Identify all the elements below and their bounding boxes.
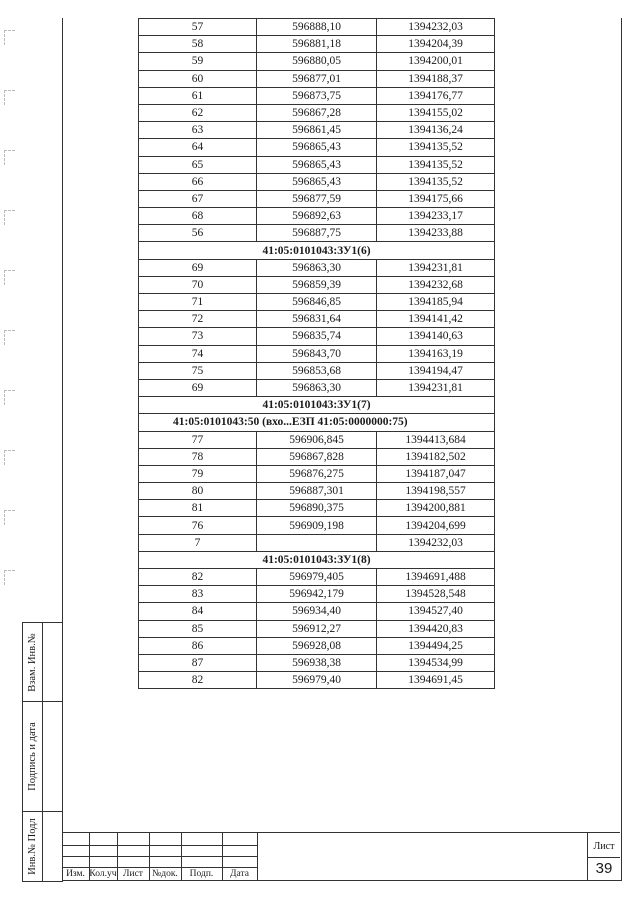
point-number: 82 bbox=[139, 672, 257, 689]
y-coordinate: 1394188,37 bbox=[377, 70, 495, 87]
point-number: 64 bbox=[139, 139, 257, 156]
point-number: 70 bbox=[139, 276, 257, 293]
table-row bbox=[139, 586, 495, 603]
point-number: 71 bbox=[139, 294, 257, 311]
y-coordinate: 1394494,25 bbox=[377, 637, 495, 654]
table-row bbox=[139, 259, 495, 276]
y-coordinate: 1394527,40 bbox=[377, 603, 495, 620]
y-coordinate: 1394140,63 bbox=[377, 328, 495, 345]
point-number: 59 bbox=[139, 53, 257, 70]
side-stamp bbox=[22, 622, 63, 882]
sheet-number: 39 bbox=[588, 857, 620, 880]
point-number: 58 bbox=[139, 36, 257, 53]
point-number: 75 bbox=[139, 362, 257, 379]
y-coordinate: 1394204,699 bbox=[377, 517, 495, 534]
point-number: 68 bbox=[139, 208, 257, 225]
section-row bbox=[139, 242, 495, 259]
x-coordinate: 596843,70 bbox=[257, 345, 377, 362]
y-coordinate: 1394163,19 bbox=[377, 345, 495, 362]
podp-label: Подп. bbox=[189, 869, 214, 879]
point-number: 62 bbox=[139, 104, 257, 121]
table-row bbox=[139, 70, 495, 87]
table-row bbox=[139, 362, 495, 379]
table-row bbox=[139, 53, 495, 70]
point-number: 63 bbox=[139, 122, 257, 139]
sheet-cell bbox=[587, 833, 620, 881]
x-coordinate: 596861,45 bbox=[257, 122, 377, 139]
table-row bbox=[139, 36, 495, 53]
x-coordinate: 596859,39 bbox=[257, 276, 377, 293]
table-row bbox=[139, 276, 495, 293]
y-coordinate: 1394231,81 bbox=[377, 259, 495, 276]
x-coordinate: 596890,375 bbox=[257, 500, 377, 517]
x-coordinate: 596865,43 bbox=[257, 173, 377, 190]
point-number: 74 bbox=[139, 345, 257, 362]
ndok-label: №док. bbox=[152, 869, 178, 879]
x-coordinate: 596853,68 bbox=[257, 362, 377, 379]
y-coordinate: 1394185,94 bbox=[377, 294, 495, 311]
podpis-data-label: Подпись и дата bbox=[27, 721, 39, 791]
point-number: 7 bbox=[139, 534, 257, 551]
table-row bbox=[139, 311, 495, 328]
point-number: 73 bbox=[139, 328, 257, 345]
point-number: 56 bbox=[139, 225, 257, 242]
x-coordinate: 596880,05 bbox=[257, 53, 377, 70]
table-row bbox=[139, 104, 495, 121]
x-coordinate: 596928,08 bbox=[257, 637, 377, 654]
x-coordinate: 596887,301 bbox=[257, 483, 377, 500]
x-coordinate: 596876,275 bbox=[257, 465, 377, 482]
point-number: 87 bbox=[139, 654, 257, 671]
point-number: 84 bbox=[139, 603, 257, 620]
y-coordinate: 1394691,45 bbox=[377, 672, 495, 689]
table-row bbox=[139, 225, 495, 242]
x-coordinate: 596892,63 bbox=[257, 208, 377, 225]
table-row bbox=[139, 431, 495, 448]
overlap-banner: 41:05:0101043:50 (вхо...ЕЗП 41:05:0000000:75) bbox=[139, 414, 495, 431]
table-row bbox=[139, 603, 495, 620]
kol-uch-label: Кол.уч bbox=[89, 869, 117, 879]
section-row bbox=[139, 397, 495, 414]
title-block bbox=[62, 832, 620, 881]
x-coordinate: 596835,74 bbox=[257, 328, 377, 345]
y-coordinate: 1394176,77 bbox=[377, 87, 495, 104]
table-row bbox=[139, 345, 495, 362]
table-row bbox=[139, 483, 495, 500]
x-coordinate: 596865,43 bbox=[257, 156, 377, 173]
table-row bbox=[139, 448, 495, 465]
table-row bbox=[139, 19, 495, 36]
y-coordinate: 1394420,83 bbox=[377, 620, 495, 637]
point-number: 57 bbox=[139, 19, 257, 36]
y-coordinate: 1394233,88 bbox=[377, 225, 495, 242]
x-coordinate: 596865,43 bbox=[257, 139, 377, 156]
x-coordinate: 596831,64 bbox=[257, 311, 377, 328]
table-row bbox=[139, 208, 495, 225]
list-label: Лист bbox=[123, 869, 143, 879]
section-title: 41:05:0101043:ЗУ1(7) bbox=[139, 397, 495, 414]
revision-labels bbox=[62, 867, 257, 881]
x-coordinate: 596979,405 bbox=[257, 569, 377, 586]
point-number: 83 bbox=[139, 586, 257, 603]
table-row bbox=[139, 654, 495, 671]
section-row bbox=[139, 551, 495, 568]
y-coordinate: 1394135,52 bbox=[377, 173, 495, 190]
x-coordinate: 596934,40 bbox=[257, 603, 377, 620]
y-coordinate: 1394232,03 bbox=[377, 19, 495, 36]
point-number: 79 bbox=[139, 465, 257, 482]
point-number: 81 bbox=[139, 500, 257, 517]
y-coordinate: 1394691,488 bbox=[377, 569, 495, 586]
table-row bbox=[139, 122, 495, 139]
table-row bbox=[139, 190, 495, 207]
table-row bbox=[139, 569, 495, 586]
y-coordinate: 1394204,39 bbox=[377, 36, 495, 53]
table-row bbox=[139, 328, 495, 345]
x-coordinate: 596863,30 bbox=[257, 259, 377, 276]
y-coordinate: 1394187,047 bbox=[377, 465, 495, 482]
table-row bbox=[139, 620, 495, 637]
table-row bbox=[139, 637, 495, 654]
point-number: 76 bbox=[139, 517, 257, 534]
izm-label: Изм. bbox=[66, 869, 85, 879]
inv-podl-label: Инв.№ Подл bbox=[27, 817, 39, 875]
x-coordinate: 596881,18 bbox=[257, 36, 377, 53]
x-coordinate: 596938,38 bbox=[257, 654, 377, 671]
point-number: 82 bbox=[139, 569, 257, 586]
y-coordinate: 1394233,17 bbox=[377, 208, 495, 225]
point-number: 85 bbox=[139, 620, 257, 637]
y-coordinate: 1394175,66 bbox=[377, 190, 495, 207]
point-number: 69 bbox=[139, 259, 257, 276]
y-coordinate: 1394182,502 bbox=[377, 448, 495, 465]
vzam-inv-label: Взам. Инв.№ bbox=[27, 632, 39, 692]
point-number: 78 bbox=[139, 448, 257, 465]
y-coordinate: 1394155,02 bbox=[377, 104, 495, 121]
x-coordinate: 596912,27 bbox=[257, 620, 377, 637]
y-coordinate: 1394200,881 bbox=[377, 500, 495, 517]
sheet-label: Лист bbox=[593, 841, 615, 852]
table-row bbox=[139, 672, 495, 689]
y-coordinate: 1394135,52 bbox=[377, 139, 495, 156]
point-number: 72 bbox=[139, 311, 257, 328]
y-coordinate: 1394231,81 bbox=[377, 379, 495, 396]
y-coordinate: 1394232,03 bbox=[377, 534, 495, 551]
x-coordinate: 596909,198 bbox=[257, 517, 377, 534]
table-row bbox=[139, 294, 495, 311]
x-coordinate: 596888,10 bbox=[257, 19, 377, 36]
y-coordinate: 1394135,52 bbox=[377, 156, 495, 173]
x-coordinate: 596863,30 bbox=[257, 379, 377, 396]
x-coordinate: 596867,828 bbox=[257, 448, 377, 465]
y-coordinate: 1394413,684 bbox=[377, 431, 495, 448]
x-coordinate: 596846,85 bbox=[257, 294, 377, 311]
table-row bbox=[139, 465, 495, 482]
y-coordinate: 1394534,99 bbox=[377, 654, 495, 671]
table-row bbox=[139, 379, 495, 396]
x-coordinate: 596877,59 bbox=[257, 190, 377, 207]
data-label: Дата bbox=[230, 869, 249, 879]
point-number: 80 bbox=[139, 483, 257, 500]
section-title: 41:05:0101043:ЗУ1(8) bbox=[139, 551, 495, 568]
point-number: 69 bbox=[139, 379, 257, 396]
overlap-row bbox=[139, 414, 495, 431]
x-coordinate: 596942,179 bbox=[257, 586, 377, 603]
y-coordinate: 1394528,548 bbox=[377, 586, 495, 603]
point-number: 61 bbox=[139, 87, 257, 104]
point-number: 66 bbox=[139, 173, 257, 190]
table-row bbox=[139, 87, 495, 104]
table-row bbox=[139, 139, 495, 156]
coordinates-table bbox=[138, 18, 495, 689]
x-coordinate: 596887,75 bbox=[257, 225, 377, 242]
binding-margin bbox=[4, 30, 18, 890]
title-main-cell bbox=[257, 833, 588, 881]
point-number: 60 bbox=[139, 70, 257, 87]
x-coordinate: 596867,28 bbox=[257, 104, 377, 121]
section-title: 41:05:0101043:ЗУ1(6) bbox=[139, 242, 495, 259]
point-number: 67 bbox=[139, 190, 257, 207]
y-coordinate: 1394200,01 bbox=[377, 53, 495, 70]
y-coordinate: 1394194,47 bbox=[377, 362, 495, 379]
point-number: 86 bbox=[139, 637, 257, 654]
y-coordinate: 1394232,68 bbox=[377, 276, 495, 293]
x-coordinate bbox=[257, 534, 377, 551]
point-number: 77 bbox=[139, 431, 257, 448]
x-coordinate: 596906,845 bbox=[257, 431, 377, 448]
table-row bbox=[139, 156, 495, 173]
table-row bbox=[139, 500, 495, 517]
y-coordinate: 1394141,42 bbox=[377, 311, 495, 328]
table-row bbox=[139, 517, 495, 534]
table-row bbox=[139, 173, 495, 190]
y-coordinate: 1394198,557 bbox=[377, 483, 495, 500]
x-coordinate: 596873,75 bbox=[257, 87, 377, 104]
y-coordinate: 1394136,24 bbox=[377, 122, 495, 139]
x-coordinate: 596877,01 bbox=[257, 70, 377, 87]
x-coordinate: 596979,40 bbox=[257, 672, 377, 689]
table-row bbox=[139, 534, 495, 551]
point-number: 65 bbox=[139, 156, 257, 173]
